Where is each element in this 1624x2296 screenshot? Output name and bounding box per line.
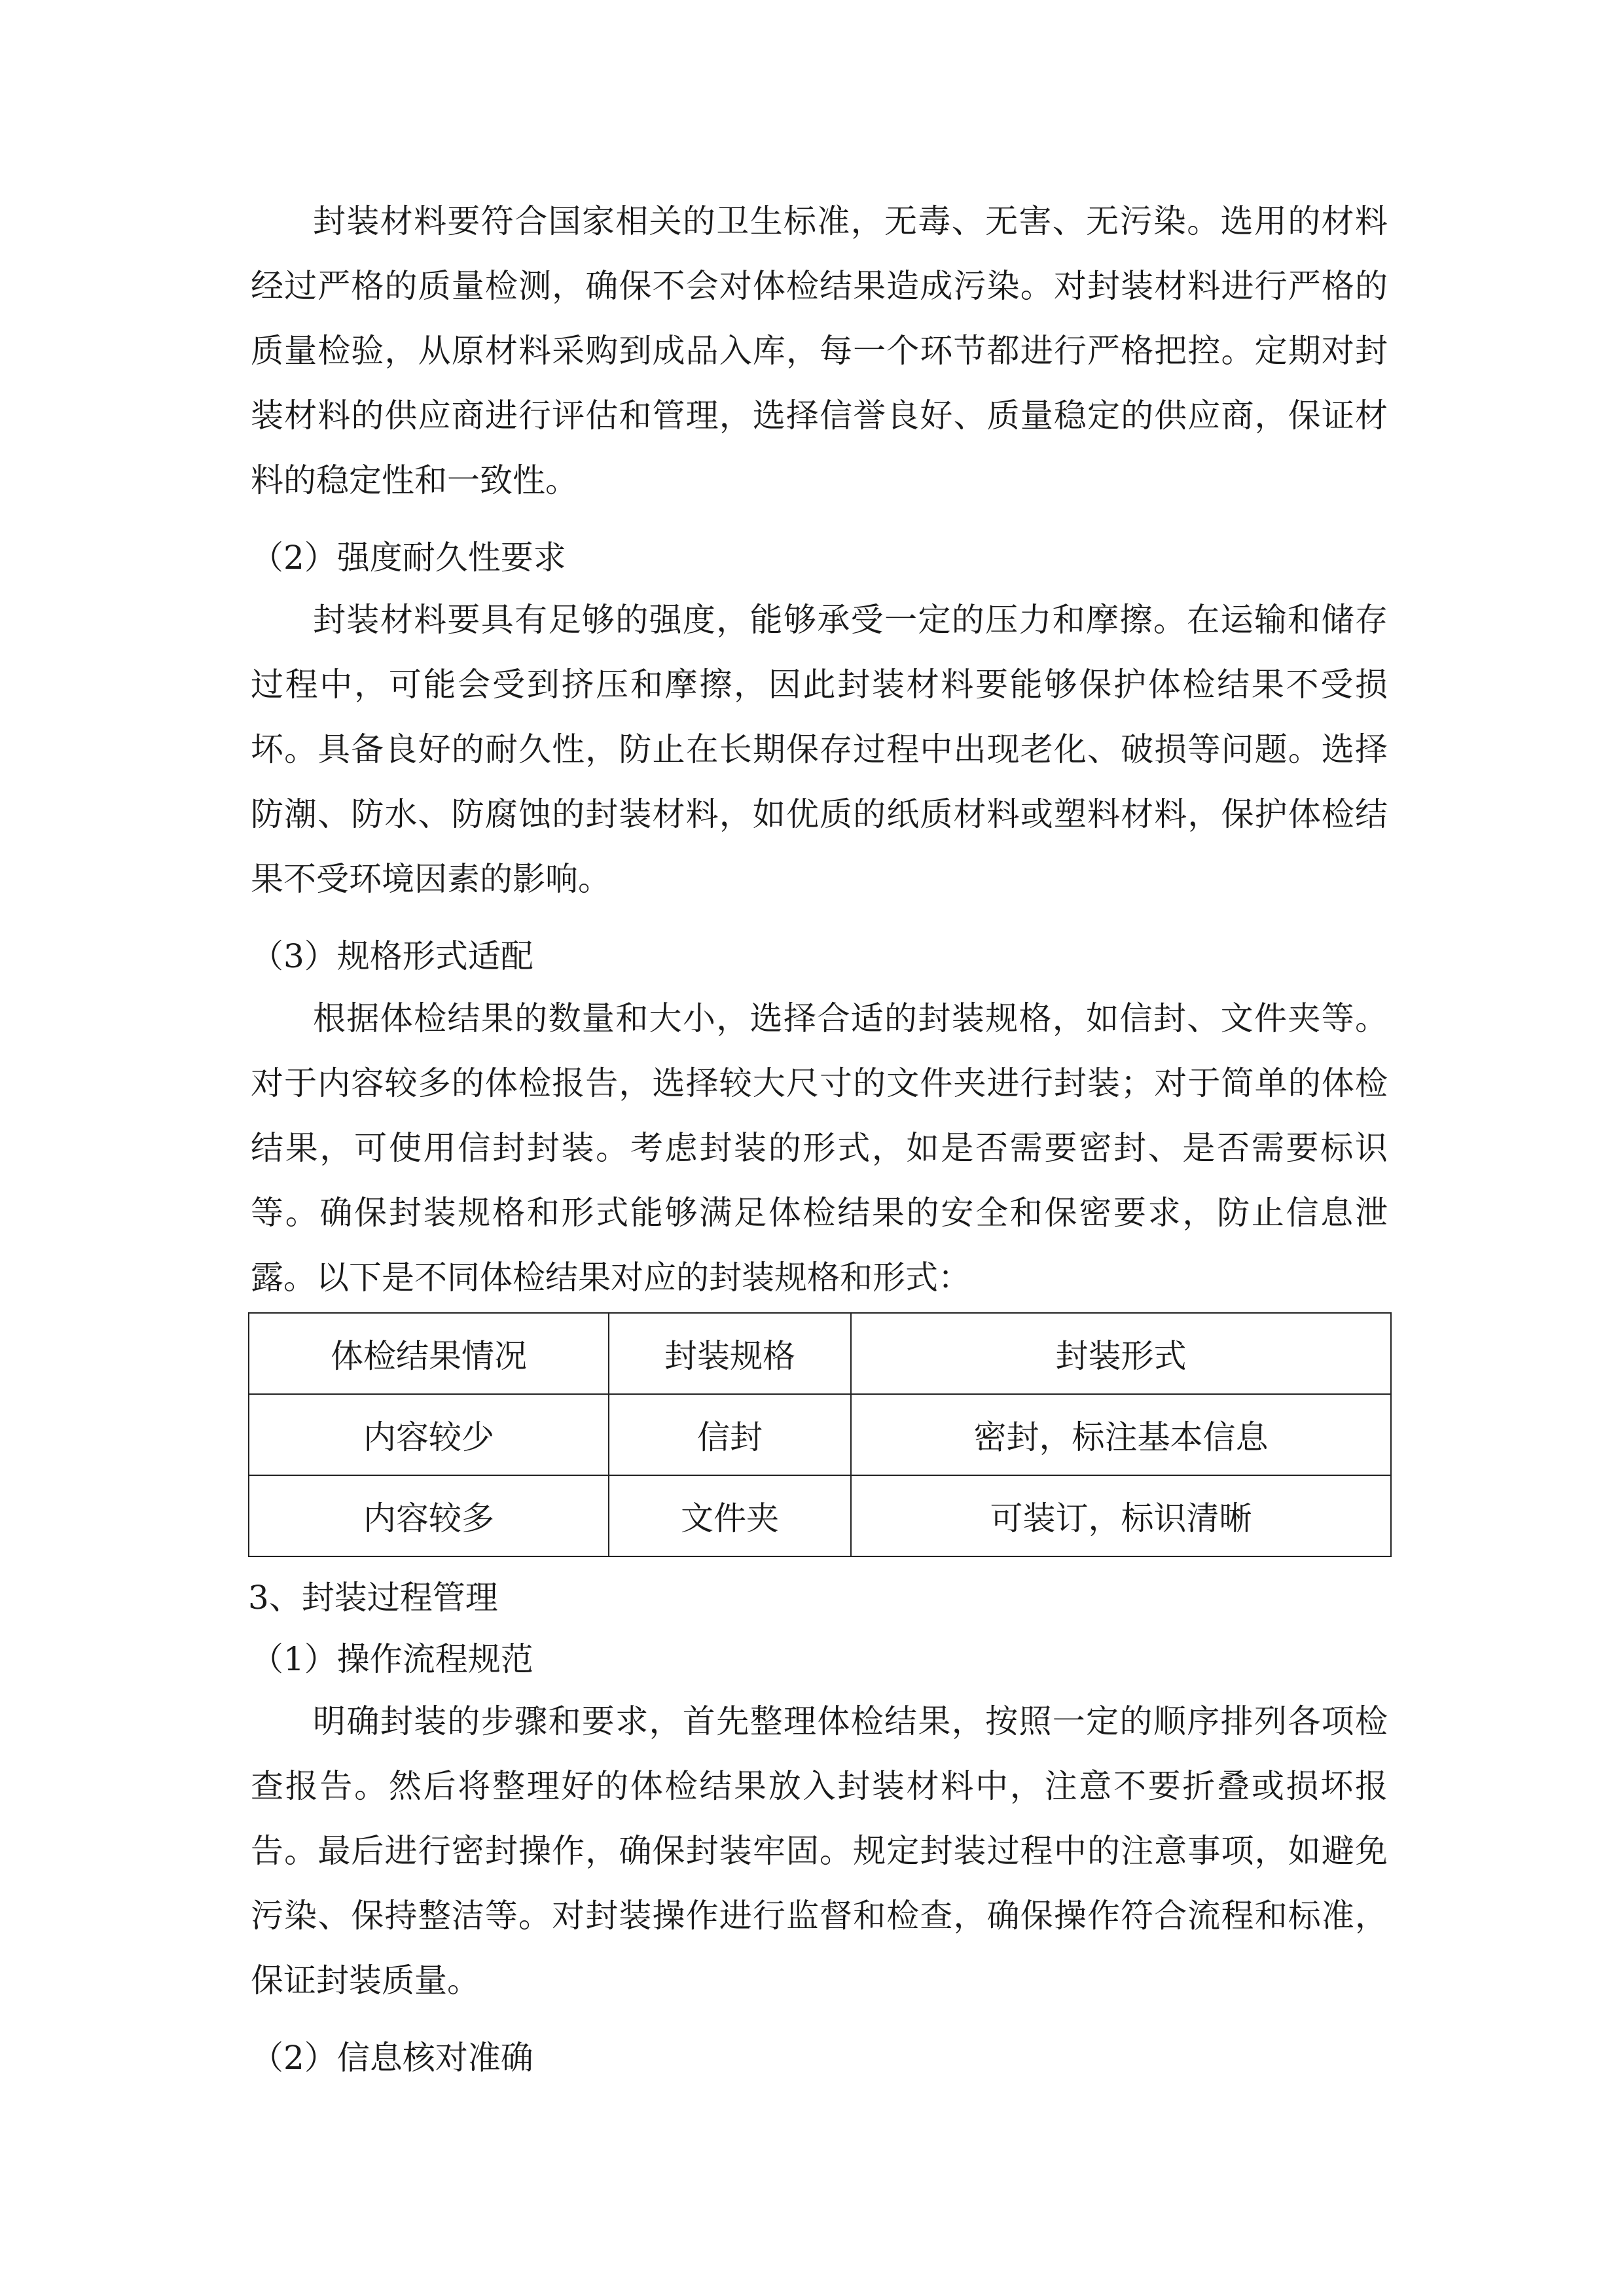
text-line: 对于内容较多的体检报告，选择较大尺寸的文件夹进行封装；对于简单的体检 <box>251 1064 1388 1102</box>
text-line: 露。以下是不同体检结果对应的封装规格和形式： <box>251 1259 971 1297</box>
table-cell: 内容较多 <box>249 1475 609 1556</box>
table-header-cell: 封装规格 <box>609 1313 851 1394</box>
table-cell: 密封，标注基本信息 <box>851 1394 1391 1475</box>
table-header-cell: 体检结果情况 <box>249 1313 609 1394</box>
table-header-cell: 封装形式 <box>851 1313 1391 1394</box>
text-line: 封装材料要符合国家相关的卫生标准，无毒、无害、无污染。选用的材料 <box>313 202 1388 240</box>
table-row <box>249 1475 1391 1556</box>
table-cell: 信封 <box>609 1394 851 1475</box>
table-row <box>249 1394 1391 1475</box>
table-cell: 可装订，标识清晰 <box>851 1475 1391 1556</box>
heading-strength-durability: （2）强度耐久性要求 <box>251 539 566 577</box>
text-line: 查报告。然后将整理好的体检结果放入封装材料中，注意不要折叠或损坏报 <box>251 1767 1388 1805</box>
text-line: 料的稳定性和一致性。 <box>251 461 578 499</box>
text-line: 防潮、防水、防腐蚀的封装材料，如优质的纸质材料或塑料材料，保护体检结 <box>251 795 1388 833</box>
heading-spec-format: （3）规格形式适配 <box>251 937 533 975</box>
text-line: 果不受环境因素的影响。 <box>251 860 611 898</box>
heading-info-verification: （2）信息核对准确 <box>251 2039 533 2077</box>
text-line: 经过严格的质量检测，确保不会对体检结果造成污染。对封装材料进行严格的 <box>251 267 1388 305</box>
section-heading-process: 3、封装过程管理 <box>248 1579 498 1617</box>
table-cell: 文件夹 <box>609 1475 851 1556</box>
heading-operation-flow: （1）操作流程规范 <box>251 1640 533 1678</box>
text-line: 过程中，可能会受到挤压和摩擦，因此封装材料要能够保护体检结果不受损 <box>251 666 1388 704</box>
text-line: 根据体检结果的数量和大小，选择合适的封装规格，如信封、文件夹等。 <box>313 999 1388 1037</box>
text-line: 封装材料要具有足够的强度，能够承受一定的压力和摩擦。在运输和储存 <box>313 601 1388 639</box>
table-cell: 内容较少 <box>249 1394 609 1475</box>
packaging-spec-table <box>248 1312 1392 1557</box>
text-line: 装材料的供应商进行评估和管理，选择信誉良好、质量稳定的供应商，保证材 <box>251 397 1388 435</box>
table-header-row <box>249 1313 1391 1394</box>
text-line: 质量检验，从原材料采购到成品入库，每一个环节都进行严格把控。定期对封 <box>251 332 1388 370</box>
text-line: 告。最后进行密封操作，确保封装牢固。规定封装过程中的注意事项，如避免 <box>251 1832 1388 1870</box>
text-line: 污染、保持整洁等。对封装操作进行监督和检查，确保操作符合流程和标准， <box>251 1897 1388 1935</box>
text-line: 等。确保封装规格和形式能够满足体检结果的安全和保密要求，防止信息泄 <box>251 1194 1388 1232</box>
text-line: 明确封装的步骤和要求，首先整理体检结果，按照一定的顺序排列各项检 <box>313 1702 1388 1740</box>
text-line: 结果，可使用信封封装。考虑封装的形式，如是否需要密封、是否需要标识 <box>251 1129 1388 1167</box>
text-line: 坏。具备良好的耐久性，防止在长期保存过程中出现老化、破损等问题。选择 <box>251 730 1388 768</box>
text-line: 保证封装质量。 <box>251 1962 480 2000</box>
